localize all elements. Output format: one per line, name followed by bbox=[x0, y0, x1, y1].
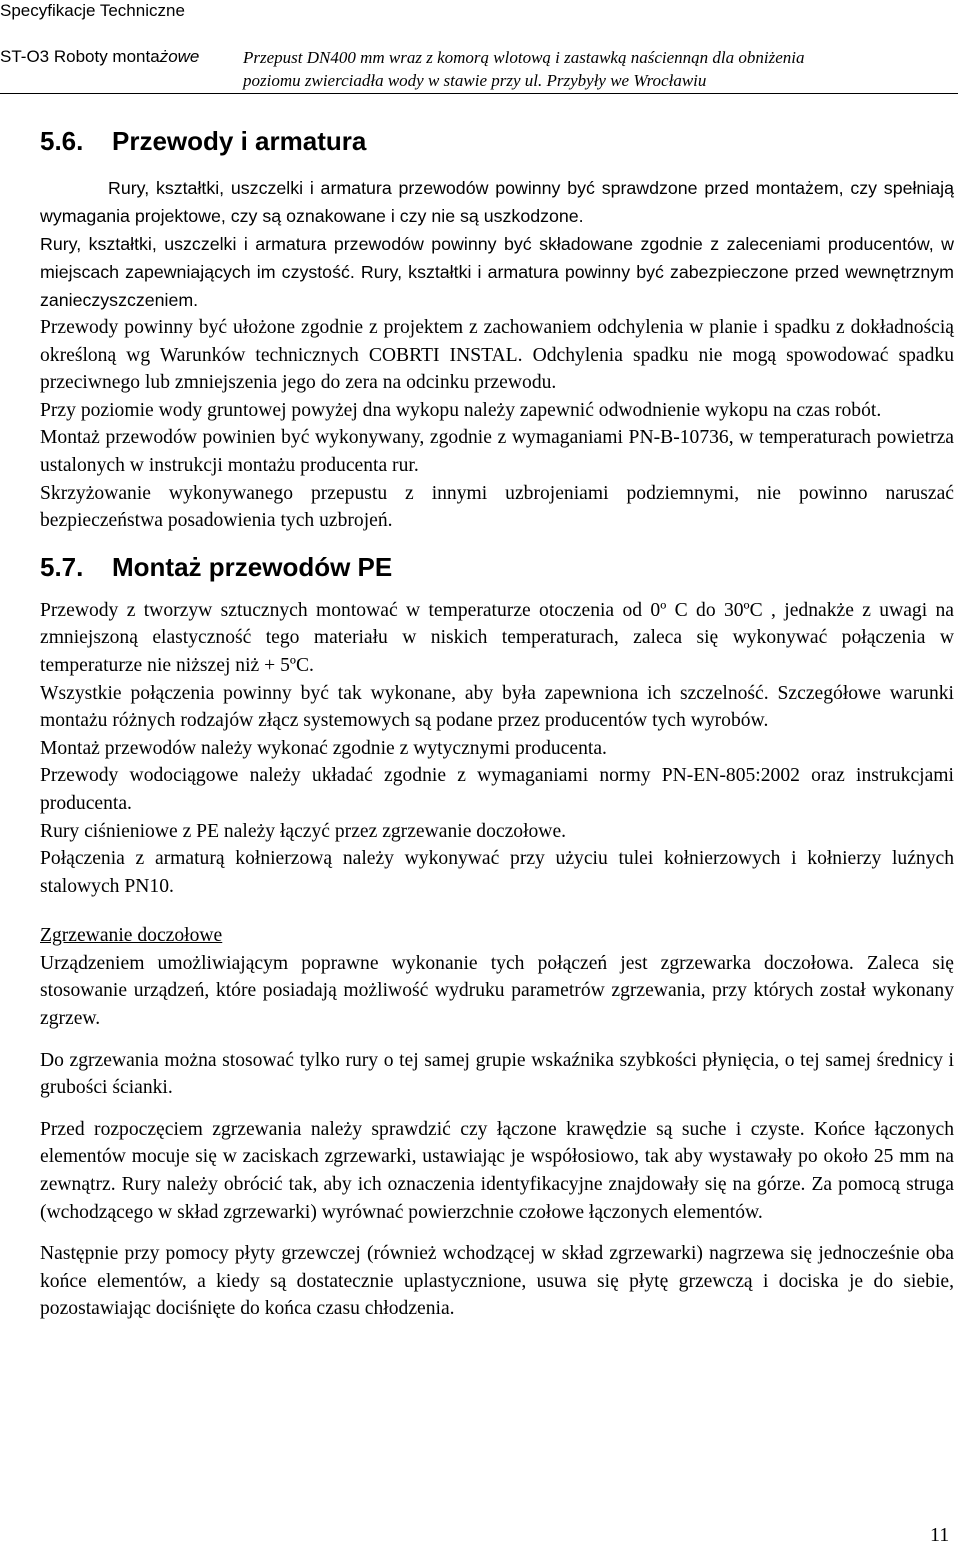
section-title: Montaż przewodów PE bbox=[112, 551, 393, 582]
header-code-italic: żowe bbox=[159, 47, 200, 66]
page-number: 11 bbox=[930, 1524, 950, 1546]
section-heading-5-6 bbox=[40, 123, 954, 159]
paragraph: Przed rozpoczęciem zgrzewania należy sprawdzić czy łączone krawędzie są suche i czyste. Końce łączonych elementów mocuje się w zaciskach zgrzewarki, ustawiając je współosiowo, tak aby wystawały po około 25 mm na zewnątrz. Rury należy obrócić tak, aby ich oznaczenia identyfikacyjne znajdowały się na górze. Za pomocą struga (wchodzącego w skład zgrzewarki) wyrównać powierzchnie czołowe łączonych elementów. bbox=[40, 1118, 954, 1223]
section-title: Przewody i armatura bbox=[112, 126, 367, 156]
document-body bbox=[40, 123, 954, 1323]
document-header-title: Specyfikacje Techniczne bbox=[0, 1, 185, 20]
paragraph: Przewody wodociągowe należy układać zgodnie z wymaganiami normy PN-EN-805:2002 oraz instrukcjami producenta. bbox=[40, 765, 954, 814]
header-project-line1: Przepust DN400 mm wraz z komorą wlotową i zastawką naściennąn dla obniżenia bbox=[243, 48, 805, 67]
paragraph: Przewody powinny być ułożone zgodnie z projektem z zachowaniem odchylenia w planie i spadku z dokładnością określoną wg Warunków technicznych COBRTI INSTAL. Odchylenia spadku nie mogą spowodować spadku przeciwnego lub zmniejszenia jego do zera na odcinku przewodu. bbox=[40, 317, 954, 394]
section-number: 5.6. bbox=[40, 126, 84, 156]
paragraph: Urządzeniem umożliwiającym poprawne wykonanie tych połączeń jest zgrzewarka doczołowa. Zaleca się stosowanie urządzeń, które posiadają możliwość wydruku parametrów zgrzewania, przy których został wykonany zgrzew. bbox=[40, 952, 954, 1030]
paragraph-part: Rury, kształtki, uszczelki i armatura przewodów powinny być składowane zgodnie z zaleceniami producentów, w miejscach zapewniających im czystość. bbox=[40, 234, 954, 282]
paragraph: Rury, kształtki, uszczelki i armatura przewodów powinny być sprawdzone przed montażem, czy spełniają wymagania projektowe, czy są oznakowane i czy nie są uszkodzone. bbox=[40, 178, 954, 226]
header-divider bbox=[0, 93, 958, 94]
paragraph: Montaż przewodów należy wykonać zgodnie z wytycznymi producenta. bbox=[40, 737, 607, 759]
subsection-heading: Zgrzewanie doczołowe bbox=[40, 925, 223, 947]
header-project-line2: poziomu zwierciadła wody w stawie przy ul. Przybyły we Wrocławiu bbox=[243, 71, 707, 90]
document-header-project bbox=[243, 46, 955, 92]
paragraph: Połączenia z armaturą kołnierzową należy wykonywać przy użyciu tulei kołnierzowych i kołnierzy luźnych stalowych PN10. bbox=[40, 848, 954, 897]
header-code-plain: ST-O3 Roboty monta bbox=[0, 47, 160, 66]
paragraph: Następnie przy pomocy płyty grzewczej (również wchodzącej w skład zgrzewarki) nagrzewa się jednocześnie oba końce elementów, a kiedy są dostatecznie uplastycznione, usuwa się płytę grzewczą i dociska je do siebie, pozostawiając dociśnięte do końca czasu chłodzenia. bbox=[40, 1243, 954, 1320]
section-5-6-sans-block bbox=[40, 174, 954, 314]
paragraph-part: Rury, kształtki i armatura powinny być zabezpieczone przed wewnętrznym zanieczyszczeniem. bbox=[40, 262, 954, 310]
paragraph: Przewody z tworzyw sztucznych montować w temperaturze otoczenia od 0º C do 30ºC , jednakże z uwagi na zmniejszoną elastyczność tego materiału w niskich temperaturach, zaleca się wykonywać połączenia w temperaturze nie niższej niż + 5ºC. bbox=[40, 599, 954, 676]
document-header-code bbox=[0, 46, 199, 68]
paragraph: Montaż przewodów powinien być wykonywany, zgodnie z wymaganiami PN-B-10736, w temperaturach powietrza ustalonych w instrukcji montażu producenta rur. bbox=[40, 427, 954, 476]
paragraph bbox=[40, 230, 954, 314]
paragraph: Do zgrzewania można stosować tylko rury o tej samej grupie wskaźnika szybkości płynięcia, o tej samej średnicy i grubości ścianki. bbox=[40, 1049, 954, 1099]
paragraph: Przy poziomie wody gruntowej powyżej dna wykopu należy zapewnić odwodnienie wykopu na czas robót. bbox=[40, 399, 882, 421]
paragraph: Wszystkie połączenia powinny być tak wykonane, aby była zapewniona ich szczelność. Szczegółowe warunki montażu różnych rodzajów złącz systemowych są podane przez producentów tych wyrobów. bbox=[40, 682, 954, 732]
section-number: 5.7. bbox=[40, 551, 84, 582]
section-heading-5-7 bbox=[40, 549, 954, 585]
paragraph: Rury ciśnieniowe z PE należy łączyć przez zgrzewanie doczołowe. bbox=[40, 820, 567, 842]
paragraph: Skrzyżowanie wykonywanego przepustu z innymi uzbrojeniami podziemnymi, nie powinno naruszać bezpieczeństwa posadowienia tych uzbrojeń. bbox=[40, 482, 954, 532]
